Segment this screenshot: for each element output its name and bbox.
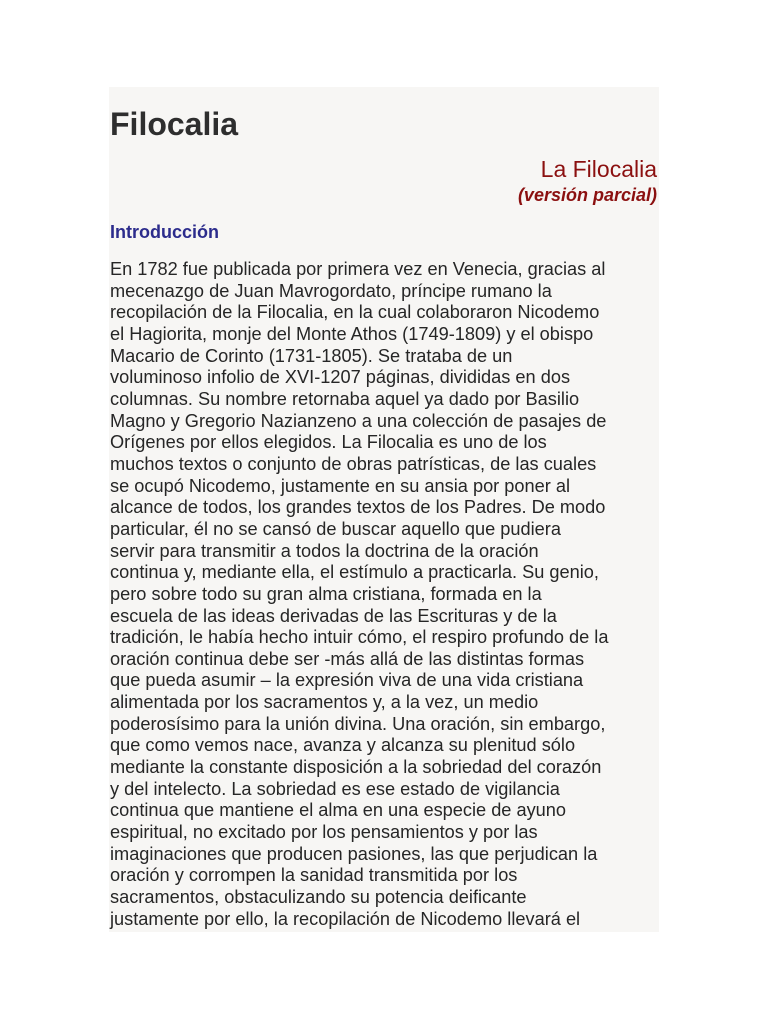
document-subtitle: La Filocalia [540, 156, 657, 182]
body-line: Macario de Corinto (1731-1805). Se trataba de un [110, 345, 513, 366]
body-line: mecenazgo de Juan Mavrogordato, príncipe rumano la [110, 280, 552, 301]
body-line: columnas. Su nombre retornaba aquel ya dado por Basilio [110, 388, 580, 409]
subtitle-note: (versión parcial) [517, 185, 657, 205]
body-line: voluminoso infolio de XVI-1207 páginas, divididas en dos [110, 367, 571, 388]
body-line: el Hagiorita, monje del Monte Athos (1749-1809) y el obispo [110, 323, 594, 344]
body-line: que pueda asumir – la expresión viva de una vida cristiana [110, 670, 584, 691]
body-paragraph [110, 259, 659, 930]
body-line: oración continua debe ser -más allá de las distintas formas [110, 648, 585, 669]
subtitle-block [518, 155, 657, 207]
body-line: oración y corrompen la sanidad transmitida por los [110, 865, 518, 886]
body-line: continua que mantiene el alma en una especie de ayuno [110, 800, 567, 821]
body-line: tradición, le había hecho intuir cómo, el respiro profundo de la [110, 627, 609, 648]
body-line: mediante la constante disposición a la sobriedad del corazón [110, 757, 602, 778]
body-line: servir para transmitir a todos la doctrina de la oración [110, 540, 539, 561]
body-line: justamente por ello, la recopilación de Nicodemo llevará el [110, 908, 581, 929]
body-line: poderosísimo para la unión divina. Una oración, sin embargo, [110, 713, 606, 734]
body-line: pero sobre todo su gran alma cristiana, formada en la [110, 583, 542, 604]
body-line: sacramentos, obstaculizando su potencia deificante [110, 887, 527, 908]
body-line: espiritual, no excitado por los pensamientos y por las [110, 822, 538, 843]
body-line: escuela de las ideas derivadas de las Escrituras y de la [110, 605, 557, 626]
body-line: alimentada por los sacramentos y, a la vez, un medio [110, 692, 539, 713]
body-line: particular, él no se cansó de buscar aquello que pudiera [110, 518, 561, 539]
section-heading: Introducción [110, 222, 219, 242]
body-line: imaginaciones que producen pasiones, las que perjudican la [110, 843, 598, 864]
body-line: y del intelecto. La sobriedad es ese estado de vigilancia [110, 778, 560, 799]
body-line: se ocupó Nicodemo, justamente en su ansia por poner al [110, 475, 571, 496]
body-line: que como vemos nace, avanza y alcanza su plenitud sólo [110, 735, 576, 756]
body-line: Magno y Gregorio Nazianzeno a una colección de pasajes de [110, 410, 607, 431]
body-line: muchos textos o conjunto de obras patrísticas, de las cuales [110, 453, 597, 474]
body-line: alcance de todos, los grandes textos de los Padres. De modo [110, 497, 606, 518]
document-title: Filocalia [110, 106, 239, 142]
body-line: En 1782 fue publicada por primera vez en Venecia, gracias al [110, 259, 606, 279]
body-line: Orígenes por ellos elegidos. La Filocalia es uno de los [110, 432, 547, 453]
body-line: continua y, mediante ella, el estímulo a practicarla. Su genio, [110, 562, 599, 583]
body-line: recopilación de la Filocalia, en la cual colaboraron Nicodemo [110, 302, 600, 323]
document-page [109, 87, 659, 932]
